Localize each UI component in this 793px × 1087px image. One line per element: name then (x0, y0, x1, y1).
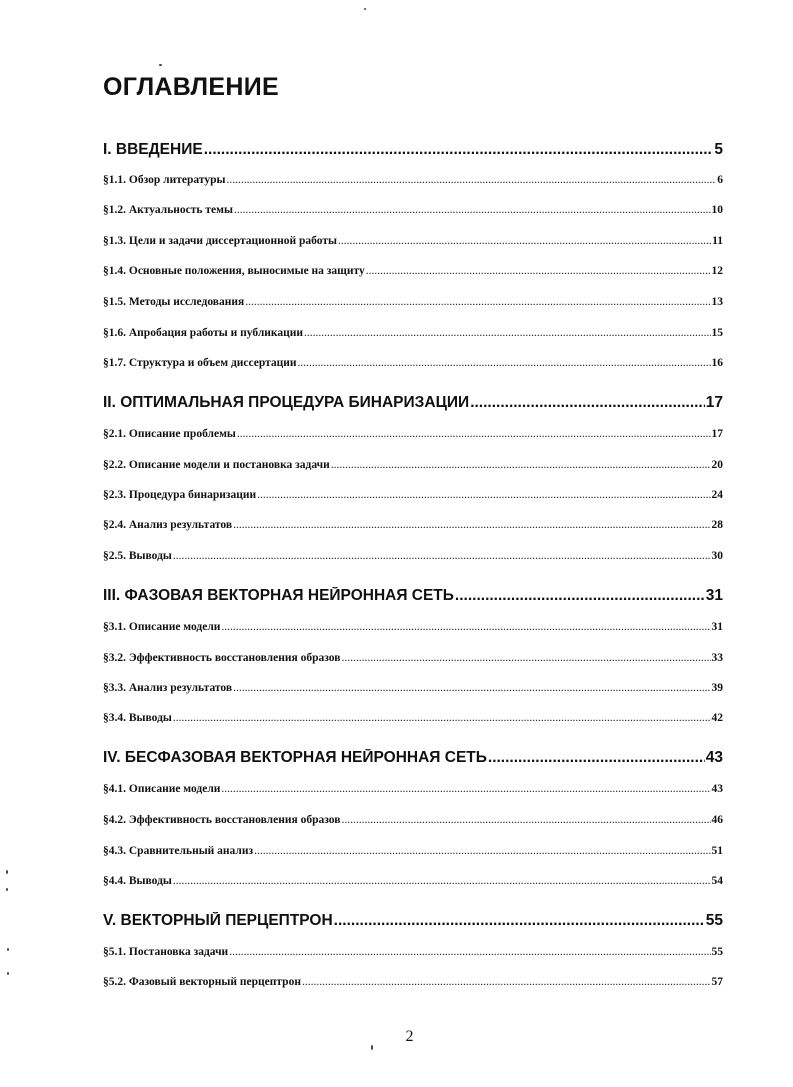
dot-leader (204, 141, 714, 159)
scan-speck (7, 972, 9, 975)
toc-section-row (103, 976, 723, 992)
toc-entry-label: §4.4. Выводы (103, 875, 172, 887)
dot-leader (254, 845, 710, 857)
toc-entry-page: 43 (711, 783, 723, 795)
toc-section-row (103, 357, 723, 373)
dot-leader (237, 428, 711, 440)
toc-section-row (103, 682, 723, 698)
toc-section-row (103, 428, 723, 444)
toc-entry-page: 51 (711, 845, 723, 857)
toc-entry-page: 54 (711, 875, 723, 887)
toc-entry-label: §3.1. Описание модели (103, 621, 221, 633)
toc-entry-label: II. ОПТИМАЛЬНАЯ ПРОЦЕДУРА БИНАРИЗАЦИИ (103, 394, 470, 411)
toc-entry-label: III. ФАЗОВАЯ ВЕКТОРНАЯ НЕЙРОННАЯ СЕТЬ (103, 587, 454, 604)
dot-leader (173, 712, 711, 724)
toc-entry-page: 13 (711, 296, 723, 308)
toc-entry-label: §2.4. Анализ результатов (103, 519, 233, 531)
dot-leader (229, 946, 710, 958)
toc-entry-label: §2.2. Описание модели и постановка задачи (103, 459, 330, 471)
dot-leader (488, 749, 705, 767)
toc-entry-label: §1.5. Методы исследования (103, 296, 245, 308)
toc-entry-page: 57 (711, 976, 723, 988)
dot-leader (257, 489, 710, 501)
toc-entry-page: 20 (711, 459, 723, 471)
toc-entry-page: 17 (705, 394, 723, 411)
toc-section-row (103, 265, 723, 281)
toc-chapter-row (103, 587, 723, 609)
toc-chapter-row (103, 912, 723, 934)
toc-entry-label: IV. БЕСФАЗОВАЯ ВЕКТОРНАЯ НЕЙРОННАЯ СЕТЬ (103, 749, 487, 766)
toc-section-row (103, 845, 723, 861)
toc-section-row (103, 235, 723, 251)
toc-entry-page: 43 (705, 749, 723, 766)
dot-leader (298, 357, 711, 369)
toc-section-row (103, 712, 723, 728)
toc-section-row (103, 652, 723, 668)
dot-leader (366, 265, 711, 277)
toc-entry-page: 16 (711, 357, 723, 369)
toc-entry-label: I. ВВЕДЕНИЕ (103, 141, 203, 158)
toc-entry-label: §4.1. Описание модели (103, 783, 221, 795)
toc-entry-page: 31 (705, 587, 723, 604)
dot-leader (221, 621, 710, 633)
dot-leader (234, 204, 711, 216)
dot-leader (341, 652, 710, 664)
toc-entry-page: 15 (711, 327, 723, 339)
toc-section-row (103, 875, 723, 891)
dot-leader (233, 682, 710, 694)
toc-section-row (103, 489, 723, 505)
toc-entry-page: 30 (711, 550, 723, 562)
toc-section-row (103, 174, 723, 190)
toc-entry-label: §4.3. Сравнительный анализ (103, 845, 254, 857)
scan-speck (364, 8, 366, 10)
dot-leader (341, 814, 710, 826)
scan-speck (371, 1045, 373, 1050)
scan-speck (7, 948, 9, 951)
toc-entry-label: §3.4. Выводы (103, 712, 172, 724)
toc-entry-page: 42 (711, 712, 723, 724)
scan-speck (159, 64, 162, 66)
dot-leader (470, 394, 705, 412)
toc-section-row (103, 296, 723, 312)
toc-entry-page: 39 (711, 682, 723, 694)
dot-leader (455, 587, 705, 605)
toc-section-row (103, 327, 723, 343)
dot-leader (304, 327, 711, 339)
toc-section-row (103, 204, 723, 220)
toc-entry-page: 55 (705, 912, 723, 929)
dot-leader (173, 875, 711, 887)
toc-entry-page: 33 (711, 652, 723, 664)
dot-leader (334, 912, 705, 930)
toc-entry-page: 17 (711, 428, 723, 440)
toc-entry-label: §4.2. Эффективность восстановления образов (103, 814, 341, 826)
page-title: ОГЛАВЛЕНИЕ (103, 73, 279, 101)
dot-leader (331, 459, 711, 471)
scan-speck (6, 870, 8, 874)
toc-entry-label: §1.2. Актуальность темы (103, 204, 233, 216)
toc-section-row (103, 783, 723, 799)
toc-chapter-row (103, 141, 723, 163)
toc-entry-label: §5.1. Постановка задачи (103, 946, 229, 958)
toc-entry-page: 5 (714, 141, 723, 158)
toc-entry-page: 24 (711, 489, 723, 501)
dot-leader (233, 519, 710, 531)
toc-entry-label: §5.2. Фазовый векторный перцептрон (103, 976, 301, 988)
toc-entry-page: 28 (711, 519, 723, 531)
dot-leader (221, 783, 710, 795)
toc-entry-label: §2.5. Выводы (103, 550, 172, 562)
dot-leader (245, 296, 710, 308)
toc-entry-label: §3.2. Эффективность восстановления образов (103, 652, 341, 664)
toc-chapter-row (103, 749, 723, 771)
toc-chapter-row (103, 394, 723, 416)
toc-entry-page: 12 (711, 265, 723, 277)
toc-entry-page: 31 (711, 621, 723, 633)
dot-leader (226, 174, 716, 186)
toc-entry-label: §1.3. Цели и задачи диссертационной работы (103, 235, 337, 247)
toc-entry-label: §3.3. Анализ результатов (103, 682, 233, 694)
toc-section-row (103, 459, 723, 475)
toc-entry-label: §1.1. Обзор литературы (103, 174, 226, 186)
dot-leader (173, 550, 711, 562)
toc-section-row (103, 946, 723, 962)
toc-entry-page: 11 (712, 235, 723, 247)
toc-entry-label: §2.3. Процедура бинаризации (103, 489, 257, 501)
toc-entry-page: 10 (711, 204, 723, 216)
dot-leader (302, 976, 711, 988)
page-number: 2 (405, 1028, 414, 1045)
scan-speck (6, 888, 8, 891)
toc-entry-label: V. ВЕКТОРНЫЙ ПЕРЦЕПТРОН (103, 912, 333, 929)
dot-leader (338, 235, 711, 247)
toc-entry-label: §1.6. Апробация работы и публикации (103, 327, 303, 339)
toc-section-row (103, 621, 723, 637)
toc-entry-label: §2.1. Описание проблемы (103, 428, 236, 440)
toc-section-row (103, 814, 723, 830)
toc-entry-label: §1.4. Основные положения, выносимые на защиту (103, 265, 365, 277)
toc-entry-label: §1.7. Структура и объем диссертации (103, 357, 297, 369)
toc-section-row (103, 550, 723, 566)
toc-section-row (103, 519, 723, 535)
toc-entry-page: 55 (711, 946, 723, 958)
toc-entry-page: 46 (711, 814, 723, 826)
toc-entry-page: 6 (717, 174, 723, 186)
